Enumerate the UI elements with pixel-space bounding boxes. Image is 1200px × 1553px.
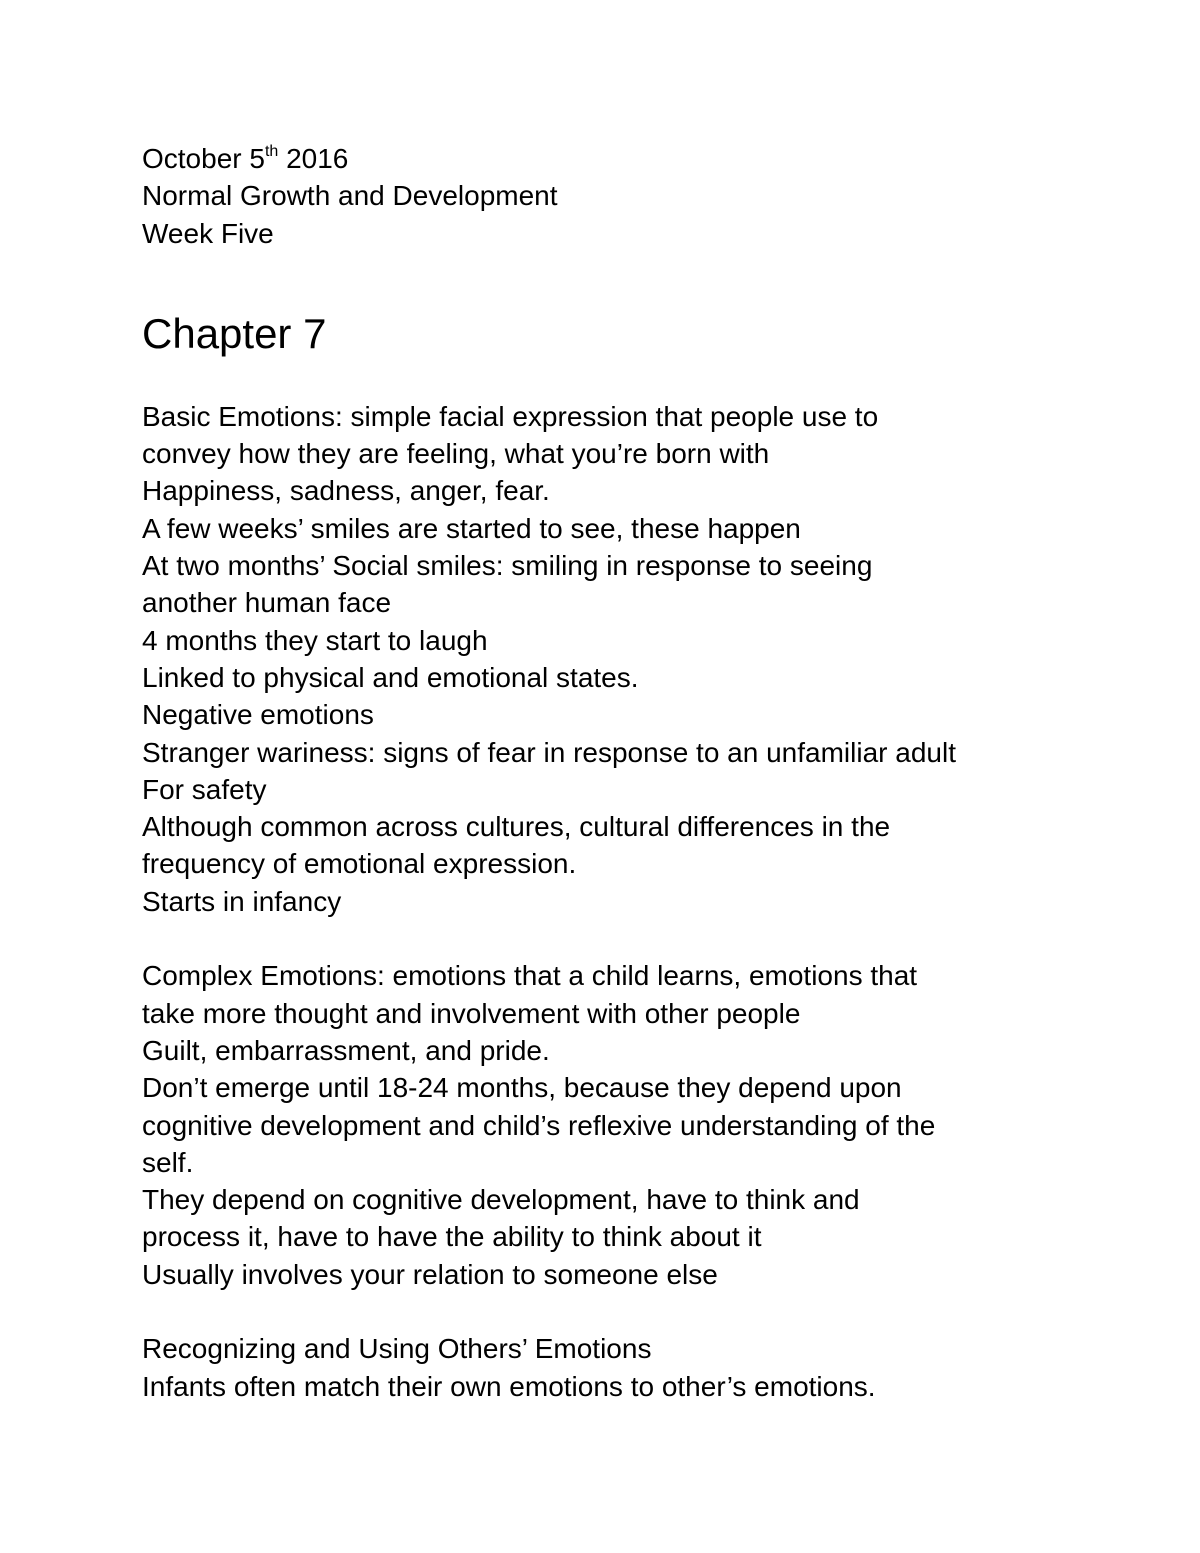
text-line: Happiness, sadness, anger, fear. bbox=[142, 475, 550, 507]
text-line: Stranger wariness: signs of fear in response to an unfamiliar adult bbox=[142, 736, 956, 768]
date-year: 2016 bbox=[278, 143, 349, 174]
week-label: Week Five bbox=[142, 217, 274, 249]
text-line: process it, have to have the ability to think about it bbox=[142, 1221, 762, 1253]
text-line: For safety bbox=[142, 773, 267, 805]
text-line: self. bbox=[142, 1146, 194, 1178]
basic-emotions-section bbox=[142, 398, 1142, 920]
paragraph-gap bbox=[142, 1293, 1142, 1330]
course-title: Normal Growth and Development bbox=[142, 180, 558, 212]
chapter-heading: Chapter 7 bbox=[142, 309, 327, 357]
text-line: Infants often match their own emotions to other’s emotions. bbox=[142, 1370, 876, 1402]
text-line: another human face bbox=[142, 587, 392, 619]
date-suffix: th bbox=[264, 143, 279, 160]
date-main: October 5 bbox=[142, 143, 265, 174]
recognizing-emotions-section bbox=[142, 1330, 1142, 1405]
text-line: At two months’ Social smiles: smiling in response to seeing bbox=[142, 550, 873, 582]
document-content bbox=[142, 140, 1142, 1405]
text-line: Don’t emerge until 18-24 months, because they depend upon bbox=[142, 1072, 902, 1104]
text-line: Complex Emotions: emotions that a child learns, emotions that bbox=[142, 960, 918, 992]
text-line: take more thought and involvement with other people bbox=[142, 997, 801, 1029]
text-line: Usually involves your relation to someone else bbox=[142, 1258, 718, 1290]
text-line: A few weeks’ smiles are started to see, these happen bbox=[142, 512, 801, 544]
complex-emotions-section bbox=[142, 957, 1142, 1293]
date-line bbox=[142, 140, 1142, 177]
text-line: frequency of emotional expression. bbox=[142, 848, 577, 880]
text-line: Negative emotions bbox=[142, 699, 374, 731]
text-line: convey how they are feeling, what you’re born with bbox=[142, 438, 770, 470]
text-line: Linked to physical and emotional states. bbox=[142, 661, 639, 693]
text-line: Guilt, embarrassment, and pride. bbox=[142, 1034, 550, 1066]
text-line: 4 months they start to laugh bbox=[142, 624, 488, 656]
text-line: Basic Emotions: simple facial expression that people use to bbox=[142, 400, 879, 432]
text-line: cognitive development and child’s reflexive understanding of the bbox=[142, 1109, 936, 1141]
paragraph-gap bbox=[142, 920, 1142, 957]
text-line: Although common across cultures, cultural differences in the bbox=[142, 811, 891, 843]
text-line: They depend on cognitive development, have to think and bbox=[142, 1184, 860, 1216]
text-line: Recognizing and Using Others’ Emotions bbox=[142, 1333, 652, 1365]
text-line: Starts in infancy bbox=[142, 885, 342, 917]
